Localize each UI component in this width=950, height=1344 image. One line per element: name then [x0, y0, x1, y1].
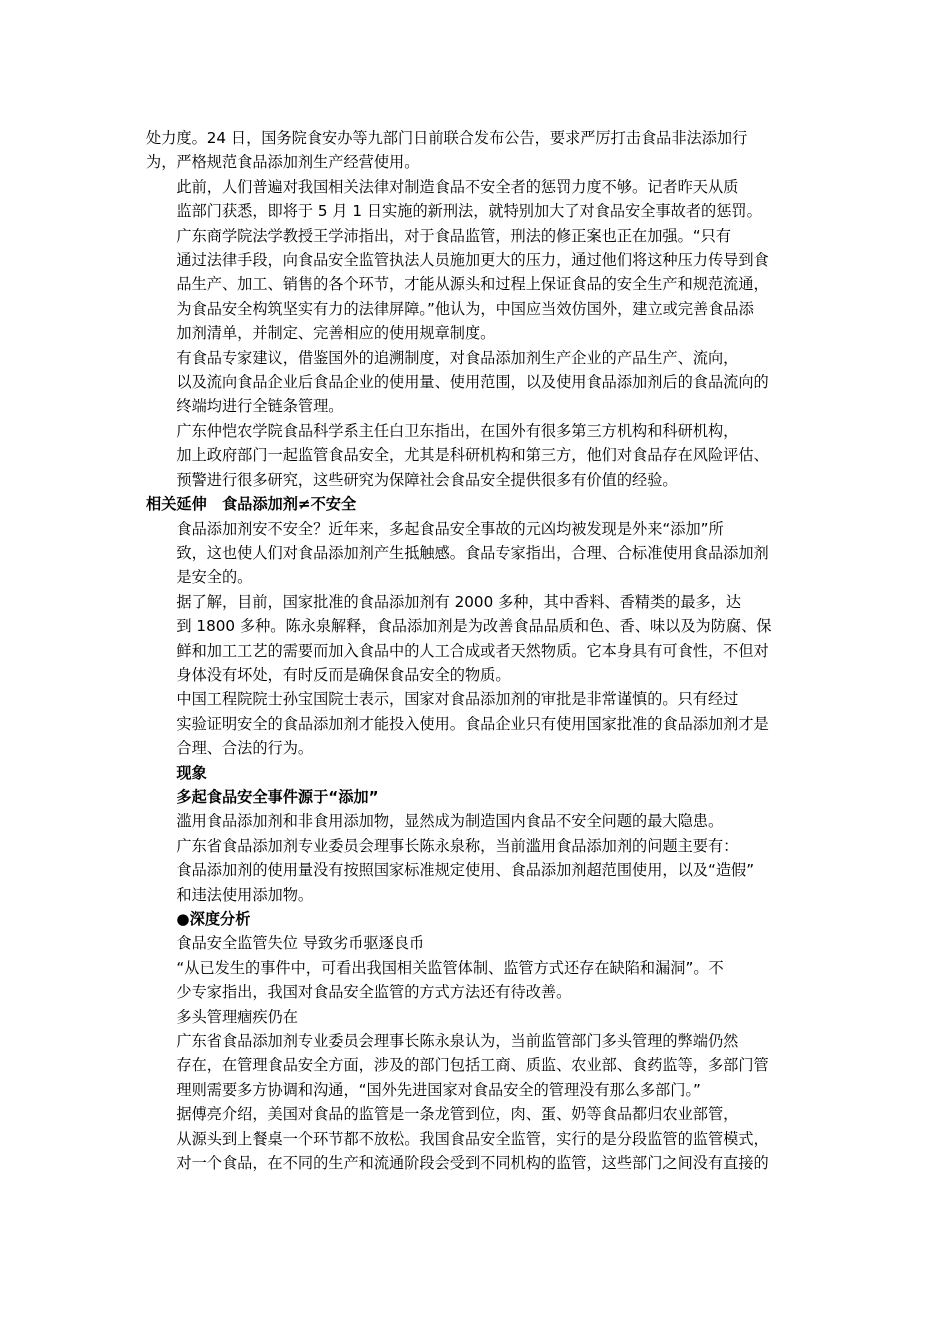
text-line: ●深度分析: [176, 910, 251, 928]
text-line: 食品添加剂安不安全？近年来，多起食品安全事故的元凶均被发现是外来“添加”所: [176, 519, 724, 538]
text-line: 是安全的。: [176, 568, 253, 587]
paragraph: [146, 956, 802, 1005]
paragraph: [146, 809, 802, 833]
text-line: 从源头到上餐桌一个环节都不放松。我国食品安全监管，实行的是分段监管的监管模式，: [176, 1129, 769, 1148]
text-line: 食品安全监管失位 导致劣币驱逐良币: [176, 934, 425, 953]
section-heading: [146, 492, 802, 516]
text-line: 监部门获悉，即将于 5 月 1 日实施的新刑法，就特别加大了对食品安全事故者的惩罚。: [176, 202, 762, 221]
text-line: 存在，在管理食品安全方面，涉及的部门包括工商、质监、农业部、食药监等，多部门管: [176, 1056, 769, 1075]
text-line: 预警进行很多研究，这些研究为保障社会食品安全提供很多有价值的经验。: [176, 470, 678, 489]
text-line: 相关延伸 食品添加剂≠不安全: [146, 495, 357, 514]
paragraph: [146, 687, 802, 760]
text-line: 食品添加剂的使用量没有按照国家标准规定使用、食品添加剂超范围使用，以及“造假”: [176, 861, 755, 880]
document-page: [146, 126, 802, 1175]
text-line: 广东省食品添加剂专业委员会理事长陈永泉称，当前滥用食品添加剂的问题主要有：: [176, 836, 739, 855]
paragraph: [146, 931, 802, 955]
text-line: 实验证明安全的食品添加剂才能投入使用。食品企业只有使用国家批准的食品添加剂才是: [176, 714, 769, 733]
paragraph: [146, 1029, 802, 1102]
text-line: 致，这也使人们对食品添加剂产生抵触感。食品专家指出，合理、合标准使用食品添加剂: [176, 543, 769, 562]
text-line: 通过法律手段，向食品安全监管执法人员施加更大的压力，通过他们将这种压力传导到食: [176, 251, 769, 270]
text-line: 滥用食品添加剂和非食用添加物，显然成为制造国内食品不安全问题的最大隐患。: [176, 812, 724, 831]
text-line: 现象: [176, 763, 207, 782]
paragraph: [146, 590, 802, 688]
text-line: 合理、合法的行为。: [176, 739, 314, 758]
text-line: 此前，人们普遍对我国相关法律对制造食品不安全者的惩罚力度不够。记者昨天从质: [176, 177, 739, 196]
paragraph: [146, 419, 802, 492]
text-line: 处力度。24 日，国务院食安办等九部门日前联合发布公告，要求严厉打击食品非法添加行: [146, 129, 748, 147]
paragraph: [146, 834, 802, 907]
paragraph: [146, 224, 802, 346]
text-line: 多头管理痼疾仍在: [176, 1007, 298, 1026]
text-line: 据了解，目前，国家批准的食品添加剂有 2000 多种，其中香料、香精类的最多，达: [176, 592, 742, 611]
text-line: 中国工程院院士孙宝国院士表示，国家对食品添加剂的审批是非常谨慎的。只有经过: [176, 690, 739, 709]
text-line: 终端均进行全链条管理。: [176, 397, 344, 416]
text-line: 为食品安全构筑坚实有力的法律屏障。”他认为，中国应当效仿国外，建立或完善食品添: [176, 299, 754, 318]
text-line: 身体没有坏处，有时反而是确保食品安全的物质。: [176, 665, 511, 684]
text-line: 理则需要多方协调和沟通，“国外先进国家对食品安全的管理没有那么多部门。”: [176, 1080, 701, 1099]
section-heading: [146, 907, 802, 931]
text-line: 加剂清单，并制定、完善相应的使用规章制度。: [176, 324, 496, 343]
text-line: 到 1800 多种。陈永泉解释，食品添加剂是为改善食品品质和色、香、味以及为防腐、保: [176, 617, 772, 636]
text-line: 多起食品安全事件源于“添加”: [176, 787, 379, 806]
text-line: 广东省食品添加剂专业委员会理事长陈永泉认为，当前监管部门多头管理的弊端仍然: [176, 1032, 739, 1051]
paragraph: [146, 346, 802, 419]
paragraph: [146, 517, 802, 590]
paragraph: [146, 1102, 802, 1175]
text-line: 据傅亮介绍，美国对食品的监管是一条龙管到位，肉、蛋、奶等食品都归农业部管，: [176, 1105, 739, 1124]
text-line: 有食品专家建议，借鉴国外的追溯制度，对食品添加剂生产企业的产品生产、流向，: [176, 348, 739, 367]
text-line: 少专家指出，我国对食品安全监管的方式方法还有待改善。: [176, 983, 572, 1002]
paragraph: [146, 1005, 802, 1029]
text-line: 为，严格规范食品添加剂生产经营使用。: [146, 153, 420, 172]
text-line: 和违法使用添加物。: [176, 885, 314, 904]
section-heading: [146, 785, 802, 809]
text-line: 对一个食品，在不同的生产和流通阶段会受到不同机构的监管，这些部门之间没有直接的: [176, 1154, 769, 1173]
paragraph: [146, 126, 802, 175]
section-heading: [146, 761, 802, 785]
text-line: 以及流向食品企业后食品企业的使用量、使用范围，以及使用食品添加剂后的食品流向的: [176, 373, 769, 392]
text-line: 广东商学院法学教授王学沛指出，对于食品监管，刑法的修正案也正在加强。“只有: [176, 226, 732, 245]
text-line: 鲜和加工工艺的需要而加入食品中的人工合成或者天然物质。它本身具有可食性，不但对: [176, 641, 769, 660]
text-line: “从已发生的事件中，可看出我国相关监管体制、监管方式还存在缺陷和漏洞”。不: [176, 958, 724, 977]
text-line: 广东仲恺农学院食品科学系主任白卫东指出，在国外有很多第三方机构和科研机构，: [176, 421, 739, 440]
text-line: 加上政府部门一起监管食品安全，尤其是科研机构和第三方，他们对食品存在风险评估、: [176, 446, 769, 465]
text-line: 品生产、加工、销售的各个环节，才能从源头和过程上保证食品的安全生产和规范流通，: [176, 275, 769, 294]
paragraph: [146, 175, 802, 224]
